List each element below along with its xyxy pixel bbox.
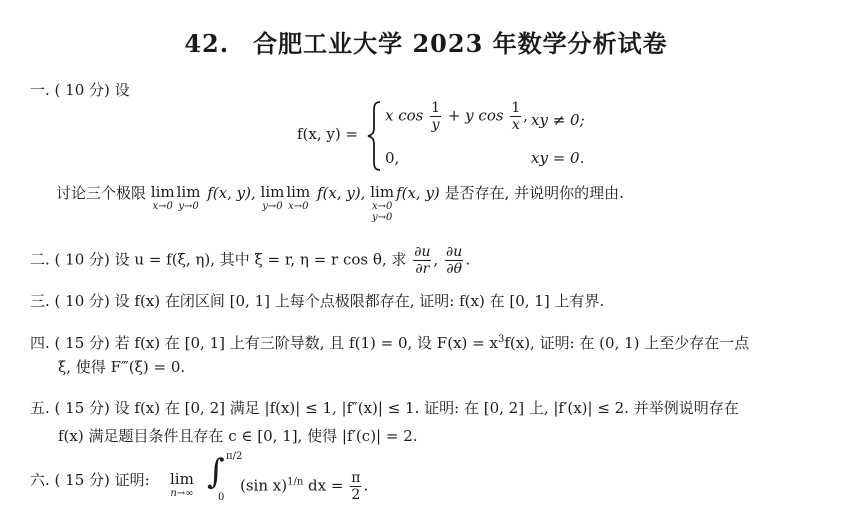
problem-3: 三. ( 10 分) 设 f(x) 在闭区间 [0, 1] 上每个点极限都存在, 证明: f(x) 在 [0, 1] 上有界. [30, 292, 605, 310]
title-number: 42. [184, 29, 230, 58]
limit-1-outer: lim x→0 [150, 183, 175, 212]
piecewise-case-2: 0, [385, 149, 400, 167]
problem-2: 二. ( 10 分) 设 u = f(ξ, η), 其中 ξ = r, η = r cos θ, 求 $\frac{\partial u}{\partial r}$ , $\frac{\partial u}{\partial\theta}$ . [30, 244, 471, 277]
problem-4-line-1: 四. ( 15 分) 若 f(x) 在 [0, 1] 上有三阶导数, 且 f(1) = 0, 设 $F(x) = x^3f(x)$, 证明: 在 (0, 1) 上至少存在一点 [30, 334, 750, 352]
problem-1-label: 一. ( 10 分) 设 [30, 81, 130, 99]
limit-1-inner: lim y→0 [176, 183, 201, 212]
title-text: 合肥工业大学 2023 年数学分析试卷 [253, 29, 668, 58]
integral-lower-limit: 0 [218, 492, 225, 503]
problem-6-limit: lim n→∞ [170, 470, 194, 499]
piecewise-case-1: x cos $\frac{1}{y}$ + y cos $\frac{1}{x}$ , [385, 100, 529, 133]
limit-2-inner: lim x→0 [286, 183, 311, 212]
problem-1-discussion: 讨论三个极限 lim x→0 lim y→0 f(x, y), lim y→0 lim x→0 f(x, y), lim x→0 y→0 f(x, y) 是否存在, 并说明你的理由. [56, 183, 624, 223]
piecewise-case-1-condition: xy ≠ 0; [531, 111, 585, 129]
limit-3-double: lim x→0 y→0 [370, 183, 395, 223]
piecewise-brace [366, 100, 382, 172]
integral-upper-limit: π/2 [226, 451, 243, 462]
problem-5-line-1: 五. ( 15 分) 设 f(x) 在 [0, 2] 满足 |f(x)| ≤ 1, |f″(x)| ≤ 1. 证明: 在 [0, 2] 上, |f′(x)| ≤ 2. 并举例说明存在 [30, 399, 739, 417]
limit-2-outer: lim y→0 [260, 183, 285, 212]
problem-4-line-2: ξ, 使得 F‴(ξ) = 0. [58, 358, 186, 376]
problem-6-label: 六. ( 15 分) 证明: [30, 471, 150, 489]
integral-sign: ∫ [207, 452, 225, 492]
piecewise-case-2-condition: xy = 0. [531, 149, 585, 167]
problem-6-integrand: (sin x)$^{1/n}$ dx = $\frac{\pi}{2}$ . [240, 470, 369, 503]
problem-5-line-2: f(x) 满足题目条件且存在 c ∈ [0, 1], 使得 |f′(c)| = 2. [58, 427, 418, 445]
page-title [0, 24, 852, 59]
problem-1-func-lhs: f(x, y) = [297, 125, 359, 143]
